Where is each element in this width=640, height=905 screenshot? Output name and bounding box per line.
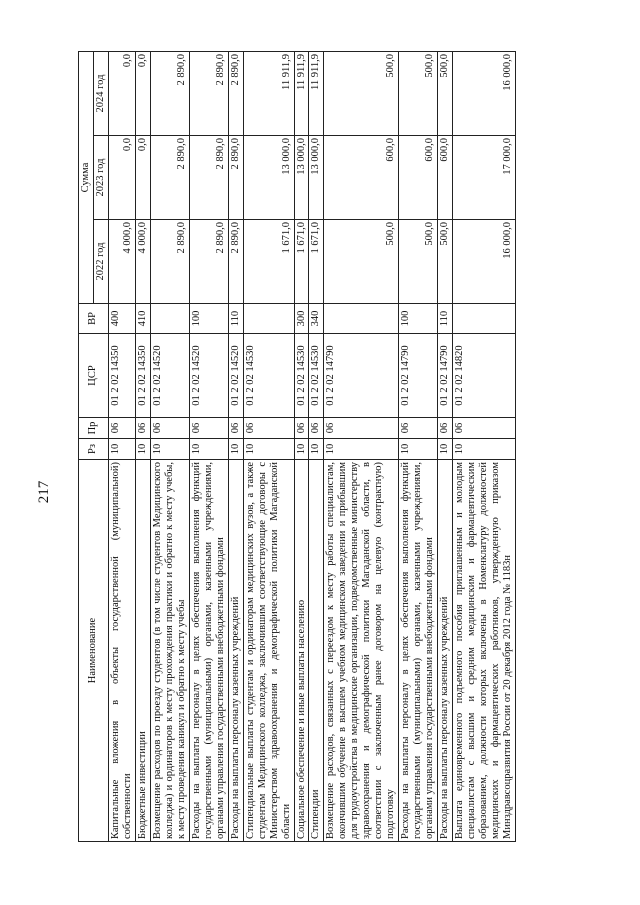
cell-name: Стипендиальные выплаты студентам и ординаторам медицинских вузов, а также студентам Медицинского колледжа, заключившим соответствующие договоры с Министерством здравоохранения и демографической политики Магаданской области: [243, 460, 294, 842]
cell-2023: 0,0: [135, 136, 150, 220]
cell-rz: 10: [324, 439, 399, 460]
header-row: [79, 52, 94, 842]
cell-rz: 10: [150, 439, 189, 460]
table-body: [108, 52, 515, 842]
cell-rz: 10: [438, 439, 453, 460]
cell-2022: 2 890,0: [189, 220, 228, 304]
cell-2023: 17 000,0: [453, 136, 516, 220]
header-rz: Рз: [79, 439, 109, 460]
header-csr: ЦСР: [79, 334, 109, 418]
cell-rz: 10: [453, 439, 516, 460]
table-row: [228, 52, 243, 842]
cell-pr: 06: [438, 418, 453, 439]
cell-2022: 16 000,0: [453, 220, 516, 304]
cell-2022: 500,0: [438, 220, 453, 304]
cell-csr: 01 2 02 14530: [294, 334, 309, 418]
cell-name: Капитальные вложения в объекты государственной (муниципальной) собственности: [108, 460, 135, 842]
cell-vr: 100: [189, 304, 228, 334]
cell-2022: 4 000,0: [108, 220, 135, 304]
cell-rz: 10: [399, 439, 438, 460]
cell-2023: 600,0: [324, 136, 399, 220]
cell-2023: 600,0: [438, 136, 453, 220]
cell-pr: 06: [135, 418, 150, 439]
cell-2022: 500,0: [399, 220, 438, 304]
cell-vr: 410: [135, 304, 150, 334]
cell-name: Выплата единовременного подъемного пособия приглашенным и молодым специалистам с высшим и средним медицинским и фармацевтическим образованием, должности которых включены в Номенклатуру должностей медицинских и фармацевтических работников, утвержденную приказом Минздравсоцразвития России от 20 декабря 2012 года № 1183н: [453, 460, 516, 842]
cell-rz: 10: [135, 439, 150, 460]
cell-name: Социальное обеспечение и иные выплаты населению: [294, 460, 309, 842]
cell-name: Стипендии: [309, 460, 324, 842]
cell-pr: 06: [294, 418, 309, 439]
cell-name: Расходы на выплаты персоналу в целях обеспечения выполнения функций государственными (муниципальными) органами, казенными учреждениями, органами управления государственными внебюджетными фондами: [189, 460, 228, 842]
cell-2022: 4 000,0: [135, 220, 150, 304]
cell-2024: 2 890,0: [150, 52, 189, 136]
cell-name: Бюджетные инвестиции: [135, 460, 150, 842]
cell-rz: 10: [243, 439, 294, 460]
cell-csr: 01 2 02 14520: [150, 334, 189, 418]
header-2022: 2022 год: [93, 220, 108, 304]
cell-csr: 01 2 02 14530: [243, 334, 294, 418]
cell-2023: 2 890,0: [189, 136, 228, 220]
cell-2024: 500,0: [324, 52, 399, 136]
cell-2024: 11 911,9: [294, 52, 309, 136]
cell-pr: 06: [399, 418, 438, 439]
cell-2022: 2 890,0: [228, 220, 243, 304]
cell-2023: 13 000,0: [294, 136, 309, 220]
cell-csr: 01 2 02 14790: [324, 334, 399, 418]
table-row: [108, 52, 135, 842]
cell-rz: 10: [294, 439, 309, 460]
cell-rz: 10: [228, 439, 243, 460]
cell-name: Расходы на выплаты персоналу в целях обеспечения выполнения функций государственными (муниципальными) органами, казенными учреждениями, органами управления государственными внебюджетными фондами: [399, 460, 438, 842]
cell-2023: 0,0: [108, 136, 135, 220]
cell-2024: 16 000,0: [453, 52, 516, 136]
cell-2023: 2 890,0: [150, 136, 189, 220]
cell-csr: 01 2 02 14520: [228, 334, 243, 418]
cell-csr: 01 2 02 14350: [108, 334, 135, 418]
cell-pr: 06: [243, 418, 294, 439]
table-row: [399, 52, 438, 842]
cell-vr: 110: [438, 304, 453, 334]
cell-vr: 400: [108, 304, 135, 334]
cell-csr: 01 2 02 14350: [135, 334, 150, 418]
cell-vr: 340: [309, 304, 324, 334]
header-pr: Пр: [79, 418, 109, 439]
header-2023: 2023 год: [93, 136, 108, 220]
cell-2023: 13 000,0: [309, 136, 324, 220]
header-name: Наименование: [79, 460, 109, 842]
table-row: [324, 52, 399, 842]
cell-pr: 06: [228, 418, 243, 439]
cell-pr: 06: [150, 418, 189, 439]
cell-name: Возмещение расходов, связанных с переездом к месту работы специалистам, окончившим обучение в высшем учебном медицинском заведении и прибывшим для трудоустройства в медицинские организации, подведомственные министерству здравоохранения и демографической политики Магаданской области, в соответствии с заключенным ранее договором на целевую (контрактную) подготовку: [324, 460, 399, 842]
cell-2024: 2 890,0: [189, 52, 228, 136]
header-vr: ВР: [79, 304, 109, 334]
cell-2024: 2 890,0: [228, 52, 243, 136]
cell-name: Расходы на выплаты персоналу казенных учреждений: [438, 460, 453, 842]
cell-rz: 10: [108, 439, 135, 460]
page-number: 217: [36, 480, 52, 504]
table-row: [294, 52, 309, 842]
budget-table: [78, 51, 516, 842]
table-row: [189, 52, 228, 842]
table-row: [438, 52, 453, 842]
cell-vr: [243, 304, 294, 334]
cell-2024: 500,0: [399, 52, 438, 136]
table-row: [453, 52, 516, 842]
cell-2023: 2 890,0: [228, 136, 243, 220]
cell-vr: 100: [399, 304, 438, 334]
cell-csr: 01 2 02 14790: [399, 334, 438, 418]
cell-2022: 1 671,0: [243, 220, 294, 304]
cell-csr: 01 2 02 14530: [309, 334, 324, 418]
cell-csr: 01 2 02 14790: [438, 334, 453, 418]
cell-pr: 06: [189, 418, 228, 439]
cell-2023: 13 000,0: [243, 136, 294, 220]
cell-vr: [150, 304, 189, 334]
rotated-table-container: [78, 52, 578, 842]
cell-vr: 300: [294, 304, 309, 334]
header-sum: Сумма: [79, 52, 94, 304]
cell-pr: 06: [309, 418, 324, 439]
cell-2024: 0,0: [135, 52, 150, 136]
cell-2024: 0,0: [108, 52, 135, 136]
cell-name: Расходы на выплаты персоналу казенных учреждений: [228, 460, 243, 842]
cell-2022: 500,0: [324, 220, 399, 304]
cell-2022: 2 890,0: [150, 220, 189, 304]
cell-vr: [453, 304, 516, 334]
cell-name: Возмещение расходов по проезду студентов (в том числе студентов Медицинского колледжа) и ординаторов к месту прохождения практики и обратно к месту учебы, к месту проведения каникул и обратно к месту учебы: [150, 460, 189, 842]
cell-pr: 06: [108, 418, 135, 439]
table-row: [135, 52, 150, 842]
table-row: [243, 52, 294, 842]
cell-vr: 110: [228, 304, 243, 334]
cell-2023: 600,0: [399, 136, 438, 220]
cell-pr: 06: [324, 418, 399, 439]
cell-rz: 10: [309, 439, 324, 460]
cell-2022: 1 671,0: [294, 220, 309, 304]
cell-vr: [324, 304, 399, 334]
cell-2024: 500,0: [438, 52, 453, 136]
cell-2024: 11 911,9: [243, 52, 294, 136]
cell-2022: 1 671,0: [309, 220, 324, 304]
table-row: [150, 52, 189, 842]
cell-2024: 11 911,9: [309, 52, 324, 136]
cell-csr: 01 2 02 14520: [189, 334, 228, 418]
cell-csr: 01 2 02 14820: [453, 334, 516, 418]
cell-rz: 10: [189, 439, 228, 460]
header-2024: 2024 год: [93, 52, 108, 136]
cell-pr: 06: [453, 418, 516, 439]
table-row: [309, 52, 324, 842]
